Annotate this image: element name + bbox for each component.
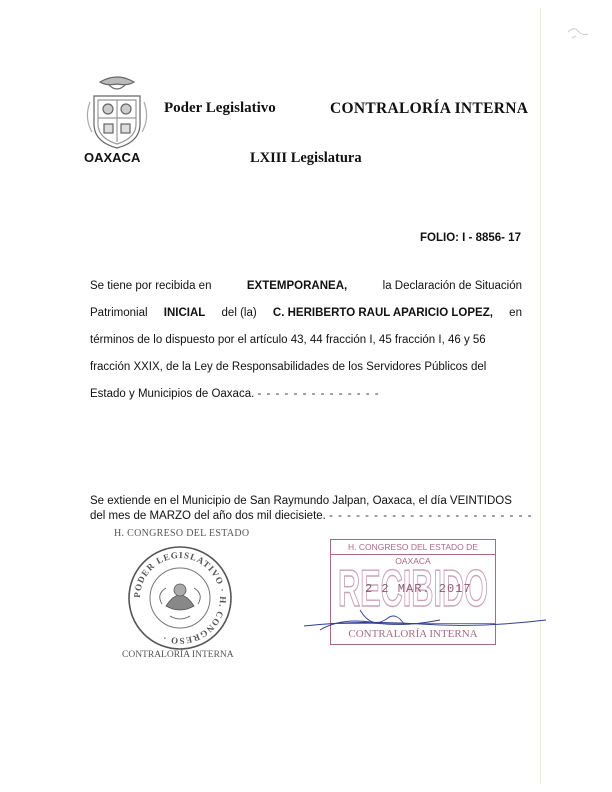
body-line-1-extemporanea: EXTEMPORANEA, — [246, 280, 348, 292]
body-line-1-text-c: la Declaración de Situación — [382, 280, 522, 292]
header-legislature: LXIII Legislatura — [250, 150, 362, 166]
scan-smudge-mark — [566, 22, 590, 44]
body-line-2-inicial: INICIAL — [163, 307, 206, 319]
body-line-5-text: Estado y Municipios de Oaxaca. — [90, 388, 255, 400]
seal-left-bottom-text: CONTRALORÍA INTERNA — [122, 650, 234, 660]
received-stamp-watermark-text: RECIBIDO — [338, 560, 488, 618]
body-line-5 — [90, 387, 380, 401]
body-line-1 — [90, 279, 522, 293]
closing-line-2-text: del mes de MARZO del año dos mil diecisiete. — [90, 510, 326, 522]
received-stamp-date: 2 2 MAR. 2017 — [365, 582, 472, 596]
body-line-3: términos de lo dispuesto por el artículo 43, 44 fracción I, 45 fracción I, 46 y 56 — [90, 334, 486, 346]
seal-ring-text: PODER LEGISLATIVO · H. CONGRESO · — [131, 549, 229, 647]
header-right-title: CONTRALORÍA INTERNA — [330, 100, 529, 117]
body-line-2-text-a: Patrimonial — [90, 307, 148, 319]
body-line-1-text-a: Se tiene por recibida en — [90, 280, 212, 292]
oaxaca-coat-of-arms-logo — [82, 72, 152, 150]
header-left-title: Poder Legislativo — [164, 100, 276, 116]
body-line-2-declarant-name: C. HERIBERTO RAUL APARICIO LOPEZ, — [272, 307, 493, 319]
received-stamp-header: H. CONGRESO DEL ESTADO DE OAXACA — [331, 540, 495, 555]
congress-round-seal — [126, 544, 234, 652]
closing-line-1: Se extiende en el Municipio de San Raymundo Jalpan, Oaxaca, el día VEINTIDOS — [90, 495, 512, 507]
received-stamp-footer: CONTRALORÍA INTERNA — [331, 623, 495, 644]
closing-line-2-dashes: - - - - - - - - - - - - - - - - - - - - - - - — [329, 510, 533, 522]
body-line-2-text-c: del (la) — [221, 307, 257, 319]
body-line-2 — [90, 306, 522, 320]
folio-number: FOLIO: I - 8856- 17 — [420, 232, 521, 244]
body-line-4: fracción XXIX, de la Ley de Responsabilidades de los Servidores Públicos del — [90, 361, 487, 373]
closing-line-2 — [90, 509, 532, 523]
scan-edge-line — [540, 8, 541, 784]
seal-left-top-text: H. CONGRESO DEL ESTADO — [114, 528, 250, 539]
header-city-name: OAXACA — [84, 150, 141, 165]
body-line-5-dashes: - - - - - - - - - - - - - - — [257, 388, 380, 400]
body-line-2-text-e: en — [509, 307, 522, 319]
handwritten-signature — [300, 600, 550, 640]
